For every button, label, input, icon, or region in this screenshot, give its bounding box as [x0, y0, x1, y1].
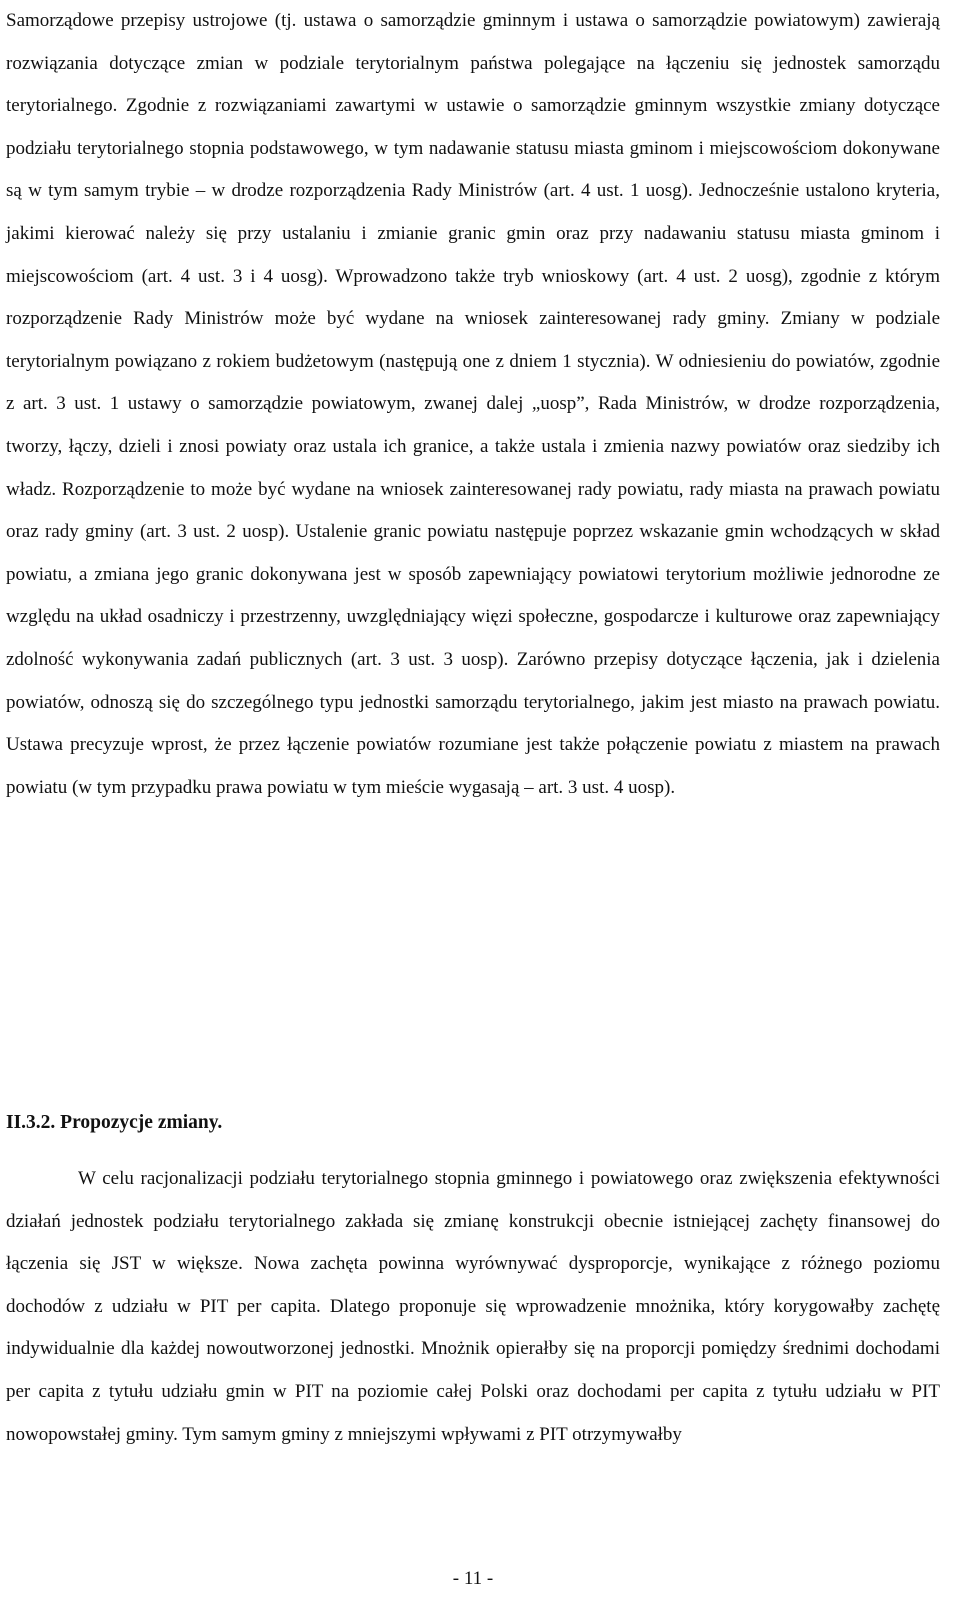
section-heading: II.3.2. Propozycje zmiany.	[6, 1112, 223, 1133]
document-page	[6, 0, 940, 1445]
paragraph-legal-provisions: Samorządowe przepisy ustrojowe (tj. ustawa o samorządzie gminnym i ustawa o samorządzie powiatowym) zawierają rozwiązania dotyczące zmian w podziale terytorialnym państwa polegające na łączeniu się jednostek samorządu terytorialnego. Zgodnie z rozwiązaniami zawartymi w ustawie o samorządzie gminnym wszystkie zmiany dotyczące podziału terytorialnego stopnia podstawowego, w tym nadawanie statusu miasta gminom i miejscowościom dokonywane są w tym samym trybie – w drodze rozporządzenia Rady Ministrów (art. 4 ust. 1 uosg). Jednocześnie ustalono kryteria, jakimi kierować należy się przy ustalaniu i zmianie granic gmin oraz przy nadawaniu statusu miasta gminom i miejscowościom (art. 4 ust. 3 i 4 uosg). Wprowadzono także tryb wnioskowy (art. 4 ust. 2 uosg), zgodnie z którym rozporządzenie Rady Ministrów może być wydane na wniosek zainteresowanej rady gminy. Zmiany w podziale terytorialnym powiązano z rokiem budżetowym (następują one z dniem 1 stycznia). W odniesieniu do powiatów, zgodnie z art. 3 ust. 1 ustawy o samorządzie powiatowym, zwanej dalej „uosp”, Rada Ministrów, w drodze rozporządzenia, tworzy, łączy, dzieli i znosi powiaty oraz ustala ich granice, a także ustala i zmienia nazwy powiatów oraz siedziby ich władz. Rozporządzenie to może być wydane na wniosek zainteresowanej rady powiatu, rady miasta na prawach powiatu oraz rady gminy (art. 3 ust. 2 uosp). Ustalenie granic powiatu następuje poprzez wskazanie gmin wchodzących w skład powiatu, a zmiana jego granic dokonywana jest w sposób zapewniający powiatowi terytorium możliwie jednorodne ze względu na układ osadniczy i przestrzenny, uwzględniający więzi społeczne, gospodarcze i kulturowe oraz zapewniający zdolność wykonywania zadań publicznych (art. 3 ust. 3 uosp). Zarówno przepisy dotyczące łączenia, jak i dzielenia powiatów, odnoszą się do szczególnego typu jednostki samorządu terytorialnego, jakim jest miasto na prawach powiatu. Ustawa precyzuje wprost, że przez łączenie powiatów rozumiane jest także połączenie powiatu z miastem na prawach powiatu (w tym przypadku prawa powiatu w tym mieście wygasają – art. 3 ust. 4 uosp).	[6, 10, 940, 798]
paragraph-proposal: W celu racjonalizacji podziału terytorialnego stopnia gminnego i powiatowego oraz zwiększenia efektywności działań jednostek podziału terytorialnego zakłada się zmianę konstrukcji obecnie istniejącej zachęty finansowej do łączenia się JST w większe. Nowa zachęta powinna wyrównywać dysproporcje, wynikające z różnego poziomu dochodów z udziału w PIT per capita. Dlatego proponuje się wprowadzenie mnożnika, który korygowałby zachętę indywidualnie dla każdej nowoutworzonej jednostki. Mnożnik opierałby się na proporcji pomiędzy średnimi dochodami per capita z tytułu udziału gmin w PIT na poziomie całej Polski oraz dochodami per capita z tytułu udziału w PIT nowopowstałej gminy. Tym samym gminy z mniejszymi wpływami z PIT otrzymywałby	[6, 1168, 940, 1445]
page-number: - 11 -	[452, 1568, 494, 1589]
